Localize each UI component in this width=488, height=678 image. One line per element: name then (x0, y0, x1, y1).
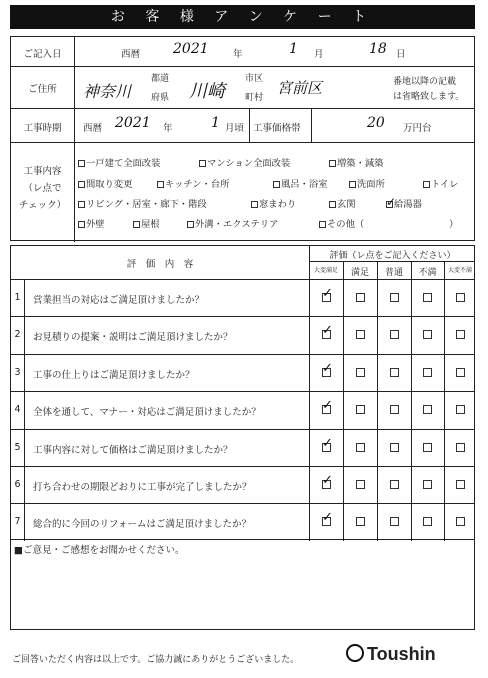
rating-column-header: 大変満足 (313, 267, 338, 274)
check-mark-icon: ✓ (386, 195, 397, 209)
question-text: 打ち合わせの期限どおりに工事が完了しましたか？ (33, 482, 252, 493)
question-text: 総合的に今回のリフォームはご満足頂けましたか？ (33, 519, 252, 531)
rating-checkbox[interactable] (423, 480, 432, 489)
check-mark-icon: ✓ (322, 473, 333, 488)
checkbox-icon[interactable] (78, 221, 85, 228)
comment-label: ■ご意見・ご感想をお聞かせください。 (14, 545, 185, 556)
work-item-exterior[interactable]: 外溝・エクステリア (187, 216, 278, 230)
question-text: 工事の仕上りはご満足頂けましたか？ (33, 369, 195, 381)
work-item-other[interactable]: その他（ (319, 216, 364, 230)
work-period-year-unit: 年 (163, 123, 173, 134)
date-era: 西暦 (121, 49, 141, 60)
question-number: 1 (14, 292, 21, 303)
work-item-toilet[interactable]: トイレ (423, 176, 458, 190)
check-mark-icon: ✓ (322, 323, 333, 339)
question-number: 4 (14, 404, 21, 416)
work-period-era: 西暦 (83, 123, 103, 134)
rating-checkbox[interactable] (356, 330, 365, 339)
address-city-value: 川崎 (189, 81, 225, 102)
rating-checkbox[interactable] (356, 480, 365, 489)
date-label: ご記入日 (23, 49, 62, 60)
date-month-unit: 月 (314, 49, 324, 60)
address-ward-value: 宮前区 (277, 79, 323, 97)
question-text: 営業担当の対応はご満足頂けましたか？ (33, 295, 205, 306)
rating-checkbox[interactable] (423, 293, 432, 302)
checkbox-icon[interactable] (349, 181, 356, 188)
work-item-layout[interactable]: 間取り変更 (78, 176, 133, 190)
rating-checkbox[interactable] (390, 480, 399, 489)
price-label: 工事価格帯 (253, 123, 301, 134)
question-text: お見積りの提案・説明はご満足頂けましたか？ (33, 332, 233, 344)
work-period-month-unit: 月頃 (225, 123, 245, 134)
checkbox-icon[interactable] (329, 201, 336, 208)
check-mark-icon: ✓ (322, 510, 333, 526)
rating-checkbox[interactable] (456, 368, 465, 377)
work-period-month-value: 1 (211, 115, 220, 131)
question-text: 全体を通して、マナー・対応はご満足頂けましたか？ (33, 407, 261, 419)
rating-checkbox[interactable] (423, 368, 432, 377)
check-mark-icon: ✓ (322, 360, 333, 376)
checkbox-icon[interactable] (319, 221, 326, 228)
rating-checkbox[interactable] (390, 330, 399, 339)
checkbox-icon[interactable] (199, 160, 206, 167)
rating-checkbox[interactable] (356, 443, 365, 452)
work-item-window[interactable]: 窓まわり (251, 196, 296, 210)
check-mark-icon: ✓ (322, 398, 333, 414)
rating-checkbox[interactable] (456, 517, 465, 526)
address-note-line-2: は省略致します。 (393, 92, 465, 102)
work-item-water-heater[interactable]: ✓ 給湯器 (386, 195, 422, 210)
rating-checkbox[interactable] (390, 405, 399, 414)
rating-column-header: 大変不満 (447, 267, 472, 274)
checkbox-icon[interactable] (386, 195, 397, 209)
question-number: 5 (14, 441, 21, 453)
address-prefecture-value: 神奈川 (83, 82, 132, 101)
date-day-value: 18 (369, 41, 387, 57)
work-content-label: 工事内容 （レ点で チェック） (18, 166, 67, 211)
rating-checkbox[interactable] (356, 517, 365, 526)
checkbox-icon[interactable] (273, 181, 280, 188)
rating-checkbox[interactable] (423, 443, 432, 452)
question-number: 2 (14, 329, 21, 341)
address-note-line-1: 番地以降の記載 (393, 77, 457, 87)
question-number: 6 (14, 479, 21, 490)
work-period-year-value: 2021 (115, 115, 151, 131)
address-pref-unit-1: 都道 (151, 74, 170, 84)
rating-checkbox[interactable] (390, 443, 399, 452)
work-item-roof[interactable]: 屋根 (133, 216, 160, 230)
rating-checkbox[interactable] (390, 517, 399, 526)
address-city-unit-1: 市区 (245, 74, 264, 84)
rating-checkbox[interactable] (356, 405, 365, 414)
price-value: 20 (367, 115, 385, 131)
question-number: 3 (14, 366, 21, 378)
price-unit: 万円台 (403, 123, 432, 134)
footer-text: ご回答いただく内容は以上です。ご協力誠にありがとうございました。 (12, 655, 300, 665)
rating-checkbox[interactable] (390, 368, 399, 377)
company-logo: Toushin (346, 644, 436, 665)
rating-checkbox[interactable] (456, 330, 465, 339)
check-mark-icon: ✓ (322, 435, 333, 451)
checkbox-icon[interactable] (187, 221, 194, 228)
rating-checkbox[interactable] (390, 293, 399, 302)
rating-checkbox[interactable] (423, 330, 432, 339)
work-item-exterior-wall[interactable]: 外壁 (78, 216, 105, 230)
question-text: 工事内容に対して価格はご満足頂けましたか？ (33, 444, 233, 456)
customer-info-form (10, 36, 475, 241)
address-pref-unit-2: 府県 (151, 93, 170, 103)
address-city-unit-2: 町村 (245, 93, 264, 103)
rating-column-header: 普通 (384, 268, 403, 278)
checkbox-icon[interactable] (157, 181, 164, 188)
date-day-unit: 日 (396, 49, 406, 60)
check-mark-icon: ✓ (322, 286, 333, 301)
date-year-unit: 年 (233, 49, 243, 60)
rating-checkbox[interactable] (456, 480, 465, 489)
date-year-value: 2021 (173, 41, 209, 57)
address-label: ご住所 (28, 84, 57, 95)
work-item-other-close: ） (449, 219, 459, 230)
rating-checkbox[interactable] (423, 405, 432, 414)
date-month-value: 1 (289, 41, 298, 57)
work-item-extension[interactable]: 増築・減築 (329, 155, 384, 169)
work-item-full-mansion[interactable]: マンション全面改装 (199, 155, 290, 169)
work-item-living[interactable]: リビング・居室・廊下・階段 (78, 196, 207, 210)
checkbox-icon[interactable] (78, 181, 85, 188)
rating-column-header: 満足 (350, 268, 369, 278)
rating-checkbox[interactable] (456, 443, 465, 452)
work-item-entrance[interactable]: 玄関 (329, 196, 356, 210)
work-item-kitchen[interactable]: キッチン・台所 (157, 176, 229, 190)
work-item-bath[interactable]: 風呂・浴室 (273, 176, 328, 190)
checkbox-icon[interactable] (133, 221, 140, 228)
work-period-label: 工事時期 (23, 123, 62, 134)
checkbox-icon[interactable] (78, 201, 85, 208)
logo-mark-icon (346, 644, 364, 662)
rating-checkbox[interactable] (456, 293, 465, 302)
rating-checkbox[interactable] (356, 293, 365, 302)
evaluation-rating-header: 評価（レ点をご記入ください） (329, 251, 456, 261)
rating-column-header: 不満 (418, 268, 437, 278)
checkbox-icon[interactable] (251, 201, 258, 208)
rating-checkbox[interactable] (356, 368, 365, 377)
checkbox-icon[interactable] (78, 160, 85, 167)
work-item-washroom[interactable]: 洗面所 (349, 176, 385, 190)
comment-area[interactable] (10, 540, 475, 630)
checkbox-icon[interactable] (329, 160, 336, 167)
survey-title: お 客 様 ア ン ケ ー ト (10, 5, 475, 29)
question-number: 7 (14, 516, 21, 528)
rating-checkbox[interactable] (423, 517, 432, 526)
evaluation-table (10, 245, 475, 540)
checkbox-icon[interactable] (423, 181, 430, 188)
work-item-full-house[interactable]: 一戸建て全面改装 (78, 155, 160, 169)
evaluation-content-header: 評 価 内 容 (126, 259, 194, 270)
rating-checkbox[interactable] (456, 405, 465, 414)
